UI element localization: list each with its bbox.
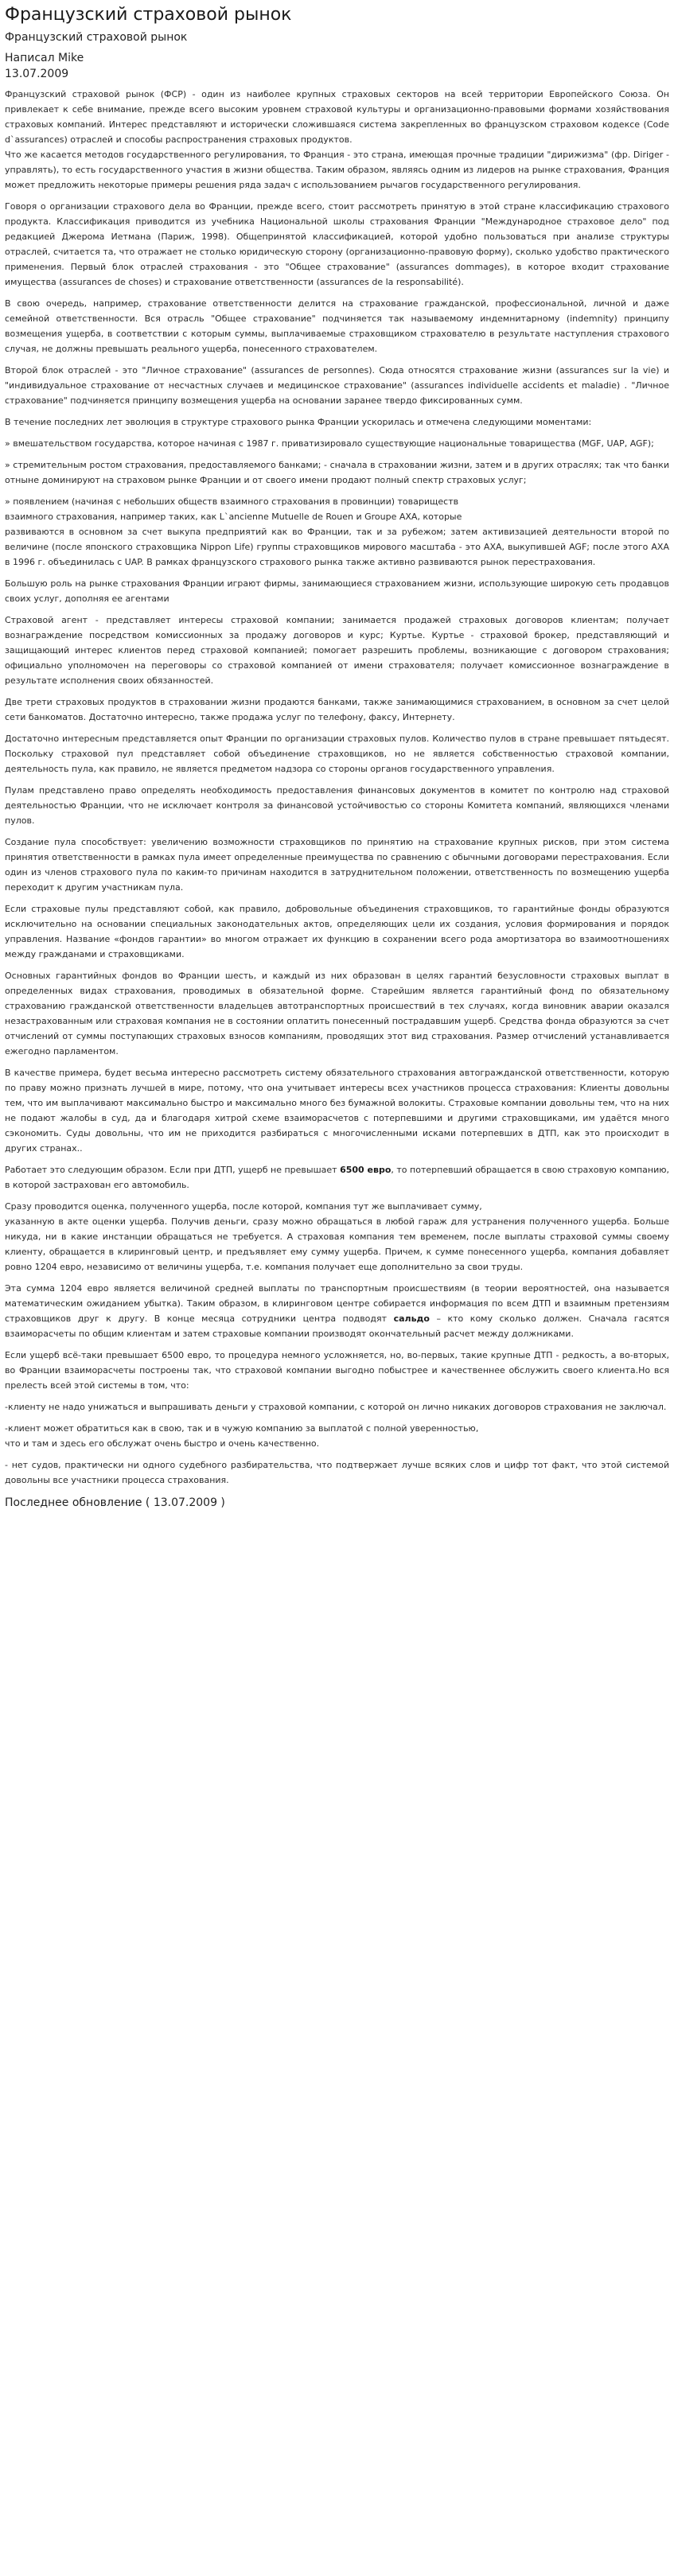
article-paragraph: Страховой агент - представляет интересы страховой компании; занимается продажей страховых договоров клиентам; получает вознаграждение посредством комиссионных за продажу договоров и курс; Куртье. Куртье - страховой брокер, представляющий и защищающий интерес клиентов перед страховой компанией; помогает разрешить проблемы, возникающие с договором страхования; официально уполномочен на переговоры со страховой компанией от имени страхователя; получает комиссионное вознаграждение в результате исполнения своих обязанностей. <box>5 615 669 686</box>
article-paragraph: » появлением (начиная с небольших обществ взаимного страхования в провинции) товариществ взаимного страхования, например таких, как L`ancienne Mutuelle de Rouen и Groupe AXA, которые развиваются в основном за счет выкупа предприятий как во Франции, так и за рубежом; затем активизацией деятельности второй по величине (после японского страховщика Nippon Life) группы страховщиков мирового масштаба - это AXA, выкупившей AGF; после этого AXA в 1996 г. объединилась с UAP. В рамках французского страхового рынка также активно развиваются рынок перестрахования. <box>5 496 669 567</box>
article-body <box>5 87 669 1488</box>
article-paragraph: Создание пула способствует: увеличению возможности страховщиков по принятию на страхование крупных рисков, при этом система принятия ответственности в рамках пула имеет определенные преимущества по сравнению с обычными договорами перестрахования. Если один из членов страхового пула по каким-то причинам находится в затруднительном положении, ответственность по возмещению ущерба переходит к другим участникам пула. <box>5 837 669 893</box>
publish-date: 13.07.2009 <box>5 68 69 80</box>
emphasis-text: 6500 евро <box>340 1165 392 1175</box>
article-paragraph: Если страховые пулы представляют собой, как правило, добровольные объединения страховщиков, то гарантийные фонды образуются исключительно на основании специальных законодательных актов, определяющих цели их создания, условия формирования и порядок управления. Название «фондов гарантии» во многом отражает их функцию в сохранении всего рода амортизатора во взаимоотношениях между гражданами и страховщиками. <box>5 904 669 959</box>
article-paragraph: Две трети страховых продуктов в страховании жизни продаются банками, также занимающимися страхованием, в основном за счет целой сети банкоматов. Достаточно интересно, также продажа услуг по телефону, факсу, Интернету. <box>5 697 669 722</box>
article-paragraph: В свою очередь, например, страхование ответственности делится на страхование гражданской, профессиональной, личной и даже семейной ответственности. Вся отрасль "Общее страхование" подчиняется так называемому индемнитарному (indemnity) принципу возмещения ущерба, в соответствии с которым суммы, выплачиваемые страховщиком страхователю в результате наступления страхового случая, не должны превышать реального ущерба, понесенного страхователем. <box>5 298 669 354</box>
article-paragraph: - нет судов, практически ни одного судебного разбирательства, что подтвержает лучше всяких слов и цифр тот факт, что этой системой довольны все участники процесса страхования. <box>5 1460 669 1485</box>
article-paragraph: Второй блок отраслей - это "Личное страхование" (assurances de personnes). Сюда относятся страхование жизни (assurances sur la vie) и "индивидуальное страхование от несчастных случаев и медицинское страхование" (assurances individuelle accidents et maladie) . "Личное страхование" подчиняется принципу возмещения ущерба на основании заранее твердо фиксированных сумм. <box>5 365 669 406</box>
article-paragraph: -клиенту не надо унижаться и выпрашивать деньги у страховой компании, с которой он лично никаких договоров страхования не заключал. <box>5 1402 667 1412</box>
page-title: Французский страховой рынок <box>5 5 292 25</box>
article-paragraph: Если ущерб всё-таки превышает 6500 евро, то процедура немного усложняется, но, во-первых, такие крупные ДТП - редкость, а во-вторых, во Франции взаиморасчеты построены так, что страховой компании выгодно побыстрее и качественнее обслужить своего клиента.Но вся прелесть всей этой системы в том, что: <box>5 1350 669 1391</box>
article-paragraph: Говоря о организации страхового дела во Франции, прежде всего, стоит рассмотреть принятую в этой стране классификацию страхового продукта. Классификация приводится из учебника Национальной школы страхования Франции "Международное страховое дело" под редакцией Джерома Иетмана (Париж, 1998). Общепринятой классификацией, которой удобно пользоваться при анализе структуры отраслей, считается та, что отражает не столько юридическую сторону (организационно-правовую форму), сколько удобство практического применения. Первый блок отраслей страхования - это "Общее страхование" (assurances dommages), в которое входит страхование имущества (assurances de choses) и страхование ответственности (assurances de la responsabilité). <box>5 201 669 287</box>
article-subtitle: Французский страховой рынок <box>5 31 188 44</box>
article-paragraph: Работает это следующим образом. Если при ДТП, ущерб не превышает 6500 евро, то потерпевший обращается в свою страховую компанию, в которой застрахован его автомобиль. <box>5 1165 669 1190</box>
emphasis-text: сальдо <box>393 1313 430 1324</box>
article-paragraph: Сразу проводится оценка, полученного ущерба, после которой, компания тут же выплачивает сумму, указанную в акте оценки ущерба. Получив деньги, сразу можно обращаться в любой гараж для устранения полученного ущерба. Больше никуда, ни в какие инстанции обращаться не требуется. А страховая компания тем временем, после выплаты страховой суммы своему клиенту, обращается в клиринговый центр, и предъявляет ему сумму ущерба. Причем, к сумме понесенного ущерба, компания добавляет ровно 1204 евро, независимо от величины ущерба, т.е. компания получает еще дополнительно за свои труды. <box>5 1201 669 1272</box>
article-paragraph: Пулам представлено право определять необходимость предоставления финансовых документов в комитет по контролю над страховой деятельностью Франции, что не исключает контроля за финансовой устойчивостью со стороны Комитета компаний, являющихся членами пулов. <box>5 785 669 826</box>
article-paragraph: » вмешательством государства, которое начиная с 1987 г. приватизировало существующие национальные товарищества (MGF, UAP, AGF); <box>5 438 654 449</box>
article-paragraph: Большую роль на рынке страхования Франции играют фирмы, занимающиеся страхованием жизни, использующие широкую сеть продавцов своих услуг, дополняя ее агентами <box>5 578 669 604</box>
article-paragraph: Достаточно интересным представляется опыт Франции по организации страховых пулов. Количество пулов в стране превышает пятьдесят. Поскольку страховой пул представляет собой объединение страховщиков, но не является собственностью страховой компании, деятельность пула, как правило, не является предметом надзора со стороны органов государственного управления. <box>5 733 669 774</box>
article-paragraph: Французский страховой рынок (ФСР) - один из наиболее крупных страховых секторов на всей территории Европейского Союза. Он привлекает к себе внимание, прежде всего высоким уровнем страховой культуры и организационно-правовыми формами хозяйствования страховых компаний. Интерес представляют и исторически сложившаяся система закрепленных во французском страховом кодексе (Code d`assurances) отраслей и способы распространения страховых продуктов. Что же касается методов государственного регулирования, то Франция - это страна, имеющая прочные традиции "дирижизма" (фр. Diriger - управлять), то есть государственного участия в жизни общества. Таким образом, являясь одним из лидеров на рынке страхования, Франция может предложить некоторые примеры решения ряда задач с использованием рычагов государственного регулирования. <box>5 89 669 190</box>
article-paragraph: Основных гарантийных фондов во Франции шесть, и каждый из них образован в целях гарантий безусловности страховых выплат в определенных видах страхования, проводимых в обязательной форме. Старейшим является гарантийный фонд по обязательному страхованию гражданской ответственности владельцев автотранспортных происшествий в тех случаях, когда виновник аварии оказался незастрахованным или страховая компания не в состоянии оплатить понесенный пострадавшим ущерб. Средства фонда образуются за счет отчислений от суммы поступающих страховых взносов компаниям, проводящих этот вид страхования. Размер отчислений устанавливается ежегодно парламентом. <box>5 971 669 1056</box>
article-paragraph: -клиент может обратиться как в свою, так и в чужую компанию за выплатой с полной уверенностью, что и там и здесь его обслужат очень быстро и очень качественно. <box>5 1423 479 1449</box>
article-paragraph: Эта сумма 1204 евро является величиной средней выплаты по транспортным происшествиям (в теории вероятностей, она называется математическим ожиданием убытка). Таким образом, в клиринговом центре собирается информация по всем ДТП и взаимным претензиям страховщиков друг к другу. В конце месяца сотрудники центра подводят сальдо – кто кому сколько должен. Сначала гасятся взаиморасчеты по общим клиентам и затем страховые компании производят окончательный расчет между должниками. <box>5 1283 669 1339</box>
article-paragraph: » стремительным ростом страхования, предоставляемого банками; - сначала в страховании жизни, затем и в других отраслях; так что банки отныне доминируют на страховом рынке Франции и от своего имени продают полный спектр страховых услуг; <box>5 460 669 485</box>
author-line: Написал Mike <box>5 52 84 64</box>
article-paragraph: В качестве примера, будет весьма интересно рассмотреть систему обязательного страхования автогражданской ответственности, которую по праву можно признать лучшей в мире, потому, что она учитывает интересы всех участников процесса страхования: Клиенты довольны тем, что им выплачивают максимально быстро и максимально много без бумажной волокиты. Страховые компании довольны тем, что на них не подают жалобы в суд, да и благодаря хитрой схеме взаиморасчетов с потерпевшими и другими страховщиками, им удаётся много сэкономить. Суды довольны, что им не приходится разбираться с многочисленными исками потерпевших в ДТП, как это происходит в других странах.. <box>5 1068 669 1154</box>
last-updated: Последнее обновление ( 13.07.2009 ) <box>5 1496 225 1509</box>
article-paragraph: В течение последних лет эволюция в структуре страхового рынка Франции ускорилась и отмечена следующими моментами: <box>5 417 592 427</box>
